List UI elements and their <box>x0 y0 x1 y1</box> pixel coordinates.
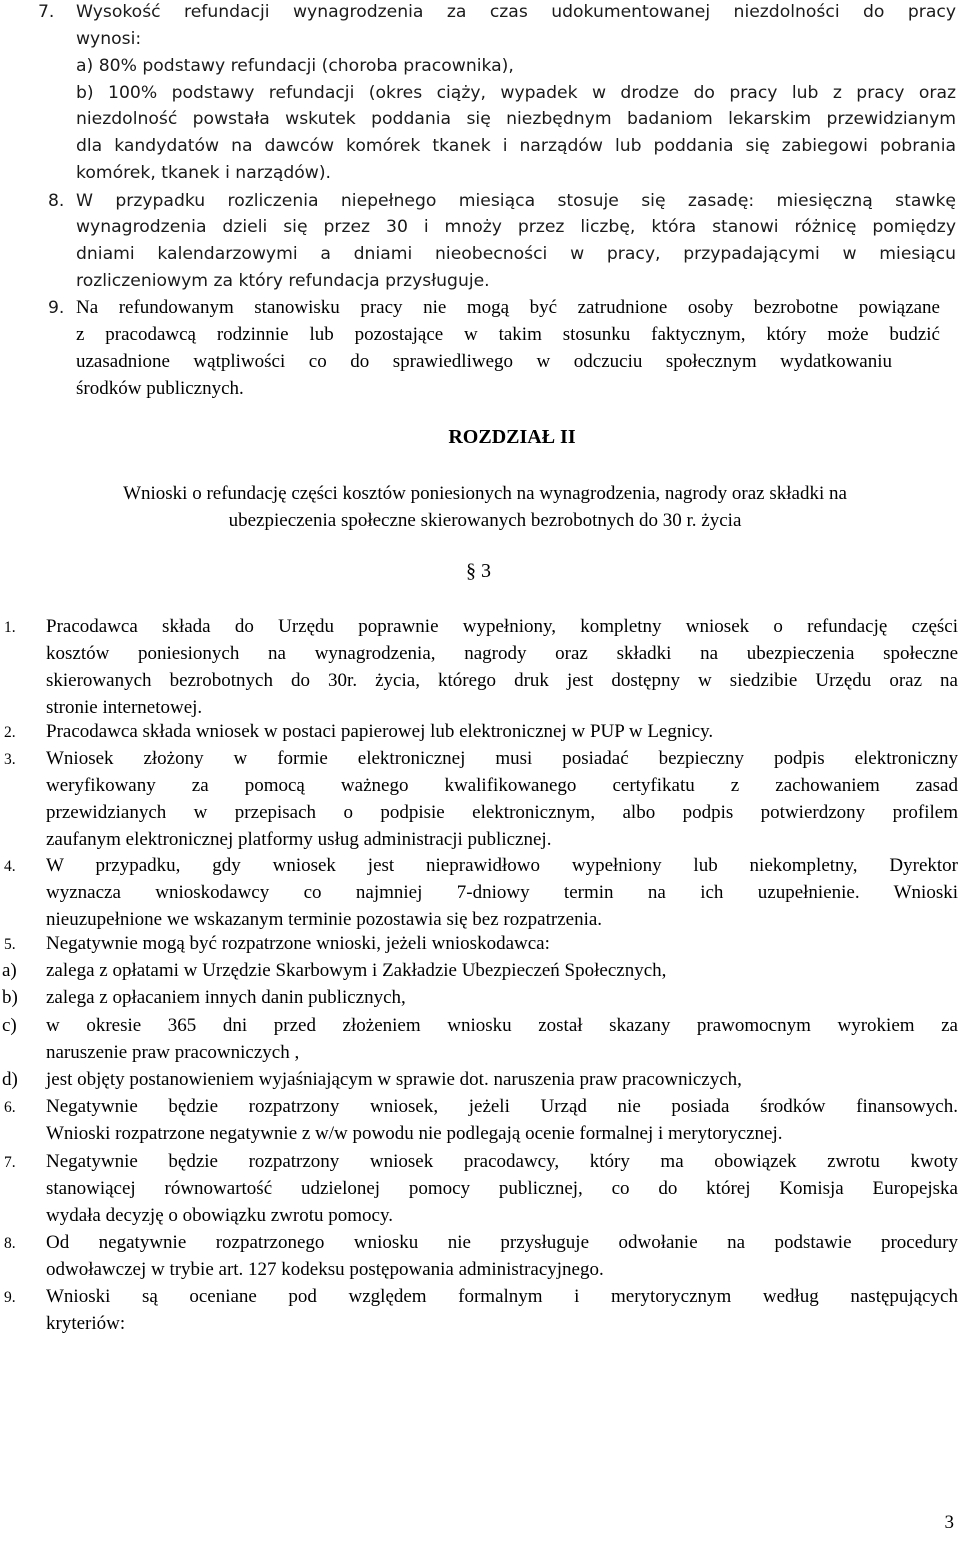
text-line: Wnioski są oceniane pod względem formalnym i merytorycznym według następujących <box>46 1286 958 1307</box>
chapter-subtitle-line: Wnioski o refundację części kosztów poniesionych na wynagrodzenia, nagrody oraz składki na <box>123 483 847 504</box>
text-line: W przypadku, gdy wniosek jest nieprawidłowo wypełniony lub niekompletny, Dyrektor <box>46 855 958 876</box>
text-line: Negatywnie będzie rozpatrzony wniosek pracodawcy, który ma obowiązek zwrotu kwoty <box>46 1151 958 1172</box>
text-line: Negatywnie mogą być rozpatrzone wnioski, jeżeli wnioskodawca: <box>46 933 550 954</box>
item-number: 7. <box>4 1154 16 1171</box>
paragraph-symbol: § 3 <box>466 560 491 582</box>
item-number: 8. <box>4 1235 16 1252</box>
text-line: zaufanym elektronicznej platformy usług administracji publicznej. <box>46 829 552 850</box>
text-line: wyznacza wnioskodawcy co najmniej 7-dniowy termin na ich uzupełnienie. Wnioski <box>46 882 958 903</box>
text-line: wynagrodzenia dzieli się przez 30 i mnoży przez liczbę, która stanowi różnicę pomiędzy <box>76 217 956 237</box>
text-line: Na refundowanym stanowisku pracy nie mogą być zatrudnione osoby bezrobotne powiązane <box>76 297 940 318</box>
text-line: komórek, tkanek i narządów). <box>76 163 332 183</box>
item-number: 8. <box>48 191 65 211</box>
text-line: środków publicznych. <box>76 378 244 399</box>
text-line: Negatywnie będzie rozpatrzony wniosek, jeżeli Urząd nie posiada środków finansowych. <box>46 1096 958 1117</box>
chapter-subtitle-line: ubezpieczenia społeczne skierowanych bezrobotnych do 30 r. życia <box>228 510 742 531</box>
text-line: odwoławczej w trybie art. 127 kodeksu postępowania administracyjnego. <box>46 1259 604 1280</box>
page-number: 3 <box>944 1512 954 1533</box>
text-line: skierowanych bezrobotnych do 30r. życia, którego druk jest dostępny w siedzibie Urzędu oraz na <box>46 670 958 691</box>
text-line: kosztów poniesionych na wynagrodzenia, nagrody oraz składki na ubezpieczenia społeczne <box>46 643 958 664</box>
text-line: Pracodawca składa do Urzędu poprawnie wypełniony, kompletny wniosek o refundację części <box>46 616 958 637</box>
text-line: w okresie 365 dni przed złożeniem wniosku został skazany prawomocnym wyrokiem za <box>46 1015 958 1036</box>
text-line: zalega z opłatami w Urzędzie Skarbowym i Zakładzie Ubezpieczeń Społecznych, <box>46 960 667 981</box>
text-line: b) 100% podstawy refundacji (okres ciąży, wypadek w drodze do pracy lub z pracy oraz <box>76 83 956 103</box>
text-line: Wysokość refundacji wynagrodzenia za czas udokumentowanej niezdolności do pracy <box>76 2 956 22</box>
item-number: 3. <box>4 751 16 768</box>
text-line: Od negatywnie rozpatrzonego wniosku nie przysługuje odwołanie na podstawie procedury <box>46 1232 958 1253</box>
text-line: wydała decyzję o obowiązku zwrotu pomocy. <box>46 1205 393 1226</box>
item-letter: a) <box>2 960 17 981</box>
text-line: kryteriów: <box>46 1313 126 1334</box>
item-number: 9. <box>4 1289 16 1306</box>
text-line: wynosi: <box>76 29 142 49</box>
text-line: uzasadnione wątpliwości co do sprawiedliwego w odczuciu społecznym wydatkowaniu <box>76 351 892 372</box>
text-line: nieuzupełnione we wskazanym terminie pozostawia się bez rozpatrzenia. <box>46 909 603 930</box>
text-line: z pracodawcą rodzinnie lub pozostające w takim stosunku faktycznym, który może budzić <box>76 324 940 345</box>
item-letter: b) <box>2 987 18 1008</box>
text-line: naruszenie praw pracowniczych , <box>46 1042 300 1063</box>
text-line: jest objęty postanowieniem wyjaśniającym w sprawie dot. naruszenia praw pracowniczych, <box>46 1069 742 1090</box>
text-line: Wniosek złożony w formie elektronicznej musi posiadać bezpieczny podpis elektroniczny <box>46 748 958 769</box>
item-number: 2. <box>4 724 16 741</box>
text-line: przewidzianych w przepisach o podpisie elektronicznym, albo podpis potwierdzony profilem <box>46 802 958 823</box>
text-line: zalega z opłacaniem innych danin publicznych, <box>46 987 406 1008</box>
text-line: weryfikowany za pomocą ważnego kwalifikowanego certyfikatu z zachowaniem zasad <box>46 775 958 796</box>
text-line: niezdolność powstała wskutek poddania się niezbędnym badaniom lekarskim przewidzianym <box>76 109 956 129</box>
item-letter: c) <box>2 1015 17 1036</box>
text-line: Pracodawca składa wniosek w postaci papierowej lub elektronicznej w PUP w Legnicy. <box>46 721 714 742</box>
text-line: rozliczeniowym za który refundacja przysługuje. <box>76 271 490 291</box>
text-line: dniami kalendarzowymi a dniami nieobecności w pracy, przypadającymi w miesiącu <box>76 244 956 264</box>
item-letter: d) <box>2 1069 18 1090</box>
text-line: W przypadku rozliczenia niepełnego miesiąca stosuje się zasadę: miesięczną stawkę <box>76 191 956 211</box>
text-line: a) 80% podstawy refundacji (choroba pracownika), <box>76 56 514 76</box>
text-line: Wnioski rozpatrzone negatywnie z w/w powodu nie podlegają ocenie formalnej i merytorycznej. <box>46 1123 783 1144</box>
text-line: stanowiącej równowartość udzielonej pomocy publicznej, co do której Komisja Europejska <box>46 1178 958 1199</box>
item-number: 4. <box>4 858 16 875</box>
item-number: 1. <box>4 619 16 636</box>
item-number: 9. <box>48 298 65 318</box>
text-line: stronie internetowej. <box>46 697 203 718</box>
text-line: dla kandydatów na dawców komórek tkanek i narządów lub poddania się zabiegowi pobrania <box>76 136 956 156</box>
item-number: 7. <box>38 2 55 22</box>
item-number: 5. <box>4 936 16 953</box>
chapter-title: ROZDZIAŁ II <box>448 426 576 448</box>
item-number: 6. <box>4 1099 16 1116</box>
chapter-subtitle <box>20 480 950 534</box>
